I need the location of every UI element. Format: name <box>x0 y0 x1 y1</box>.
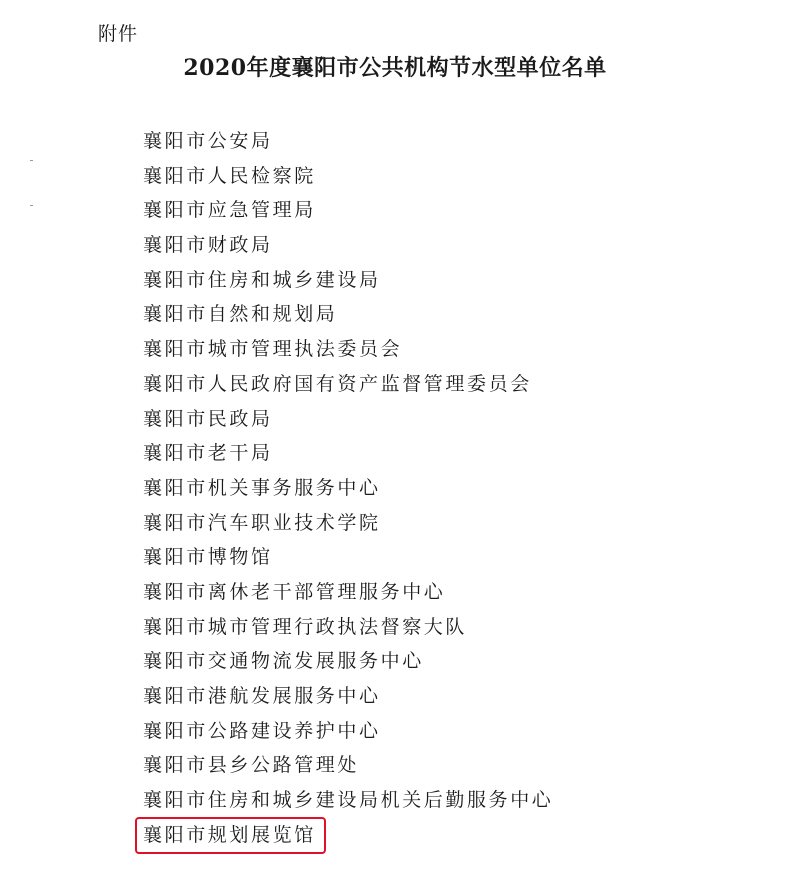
attachment-label: 附件 <box>98 23 139 45</box>
scan-mark <box>30 160 33 161</box>
scan-mark <box>30 205 33 206</box>
unit-list-item: 襄阳市住房和城乡建设局 <box>143 268 381 291</box>
unit-list-item: 襄阳市城市管理执法委员会 <box>143 338 403 361</box>
unit-list-item: 襄阳市机关事务服务中心 <box>143 476 381 499</box>
unit-list-item: 襄阳市港航发展服务中心 <box>143 685 381 707</box>
unit-list-item: 襄阳市汽车职业技术学院 <box>143 511 381 534</box>
unit-list-item: 襄阳市公安局 <box>143 130 273 152</box>
unit-list-item: 襄阳市离休老干部管理服务中心 <box>143 580 446 603</box>
unit-list-item: 襄阳市应急管理局 <box>143 199 316 222</box>
unit-list <box>143 124 553 852</box>
unit-list-item: 襄阳市公路建设养护中心 <box>143 719 381 742</box>
unit-list-item: 襄阳市自然和规划局 <box>143 303 338 326</box>
unit-list-item: 襄阳市民政局 <box>143 407 273 430</box>
unit-list-item: 襄阳市交通物流发展服务中心 <box>143 650 424 673</box>
document-title: 2020年度襄阳市公共机构节水型单位名单 <box>183 55 607 81</box>
unit-list-item-highlighted: 襄阳市规划展览馆 <box>143 823 316 846</box>
unit-list-item: 襄阳市老干局 <box>143 442 273 465</box>
unit-list-item: 襄阳市城市管理行政执法督察大队 <box>143 615 468 638</box>
unit-list-item: 襄阳市住房和城乡建设局机关后勤服务中心 <box>143 789 554 812</box>
unit-list-item: 襄阳市人民政府国有资产监督管理委员会 <box>143 372 532 395</box>
unit-list-item: 襄阳市人民检察院 <box>143 164 316 187</box>
unit-list-item: 襄阳市博物馆 <box>143 546 273 569</box>
unit-list-item: 襄阳市县乡公路管理处 <box>143 754 360 777</box>
unit-list-item: 襄阳市财政局 <box>143 234 273 257</box>
